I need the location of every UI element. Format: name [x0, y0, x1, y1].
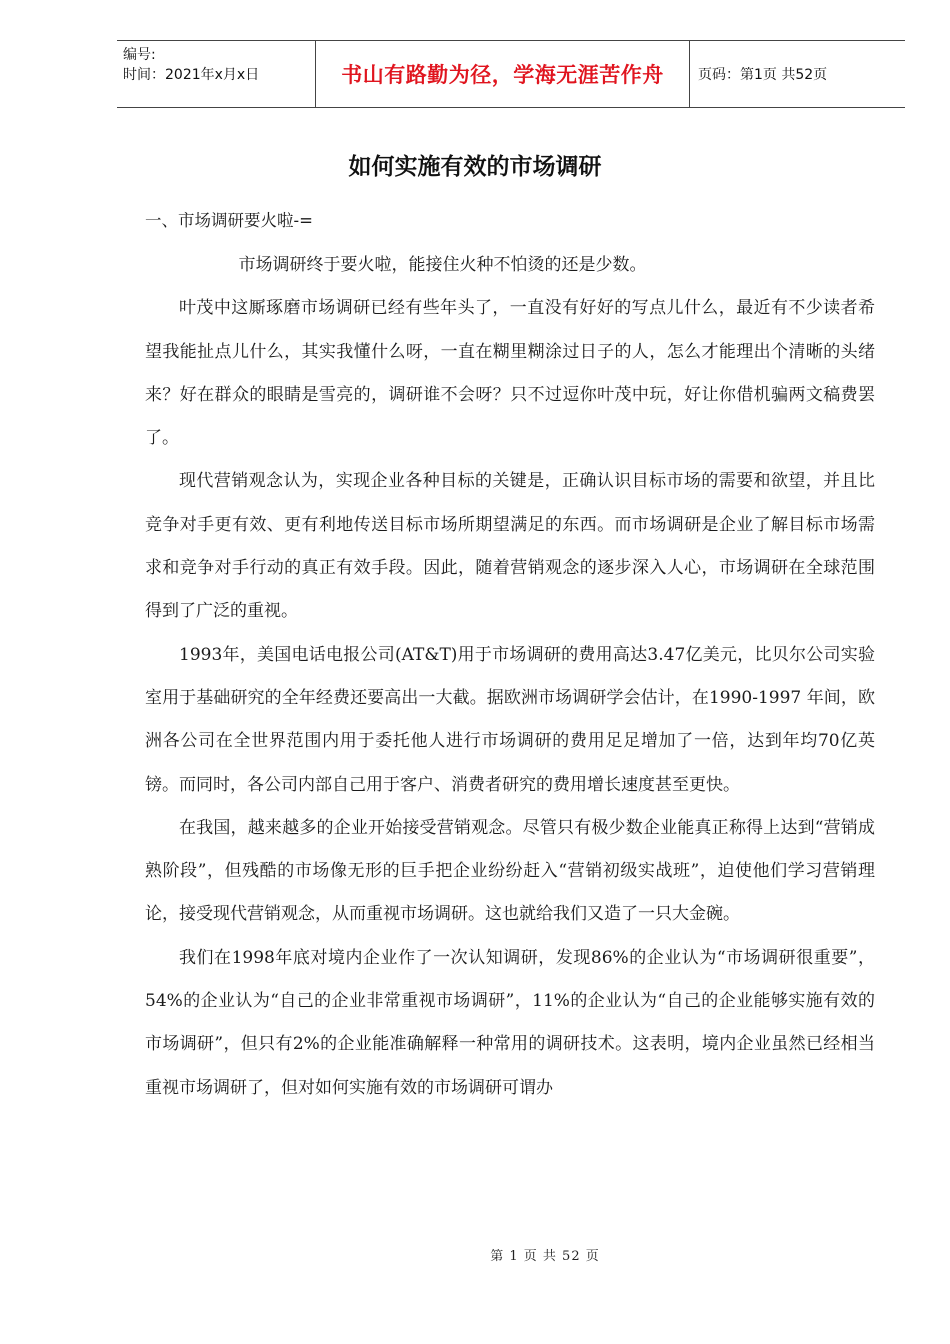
document-number-label: 编号: [123, 47, 156, 63]
header-slogan: 书山有路勤为径，学海无涯苦作舟 [316, 41, 690, 107]
page-footer: 第 1 页 共 52 页 [490, 1249, 600, 1264]
paragraph: 叶茂中这厮琢磨市场调研已经有些年头了，一直没有好好的写点儿什么，最近有不少读者希望我能扯点儿什么，其实我懂什么呀，一直在糊里糊涂过日子的人，怎么才能理出个清晰的头绪来？好在群众的眼睛是雪亮的，调研谁不会呀？只不过逗你叶茂中玩，好让你借机骗两文稿费罢了。 [145, 298, 875, 449]
paragraph: 现代营销观念认为，实现企业各种目标的关键是，正确认识目标市场的需要和欲望，并且比竞争对手更有效、更有利地传送目标市场所期望满足的东西。而市场调研是企业了解目标市场需求和竞争对手行动的真正有效手段。因此，随着营销观念的逐步深入人心，市场调研在全球范围得到了广泛的重视。 [145, 471, 875, 622]
document-body [145, 244, 875, 1110]
paragraph: 1993年，美国电话电报公司(AT&T)用于市场调研的费用高达3.47亿美元，比贝尔公司实验室用于基础研究的全年经费还要高出一大截。据欧洲市场调研学会估计，在1990-1997 年间，欧洲各公司在全世界范围内用于委托他人进行市场调研的费用足足增加了一倍，达到年均70亿英镑。而同时，各公司内部自己用于客户、消费者研究的费用增长速度甚至更快。 [145, 644, 875, 795]
paragraph: 市场调研终于要火啦，能接住火种不怕烫的还是少数。 [238, 255, 647, 275]
document-title: 如何实施有效的市场调研 [348, 154, 602, 180]
document-header [117, 40, 905, 108]
paragraph: 在我国，越来越多的企业开始接受营销观念。尽管只有极少数企业能真正称得上达到“营销成熟阶段”，但残酷的市场像无形的巨手把企业纷纷赶入“营销初级实战班”，迫使他们学习营销理论，接受现代营销观念，从而重视市场调研。这也就给我们又造了一只大金碗。 [145, 817, 875, 925]
paragraph: 我们在1998年底对境内企业作了一次认知调研，发现86%的企业认为“市场调研很重要”，54%的企业认为“自己的企业非常重视市场调研”，11%的企业认为“自己的企业能够实施有效的市场调研”，但只有2%的企业能准确解释一种常用的调研技术。这表明，境内企业虽然已经相当重视市场调研了，但对如何实施有效的市场调研可谓办 [145, 947, 875, 1098]
section-heading: 一、市场调研要火啦-= [145, 211, 313, 230]
document-time-label: 时间：2021年x月x日 [123, 67, 260, 83]
header-meta-cell [117, 41, 316, 107]
header-page-info: 页码：第1页 共52页 [698, 67, 828, 83]
